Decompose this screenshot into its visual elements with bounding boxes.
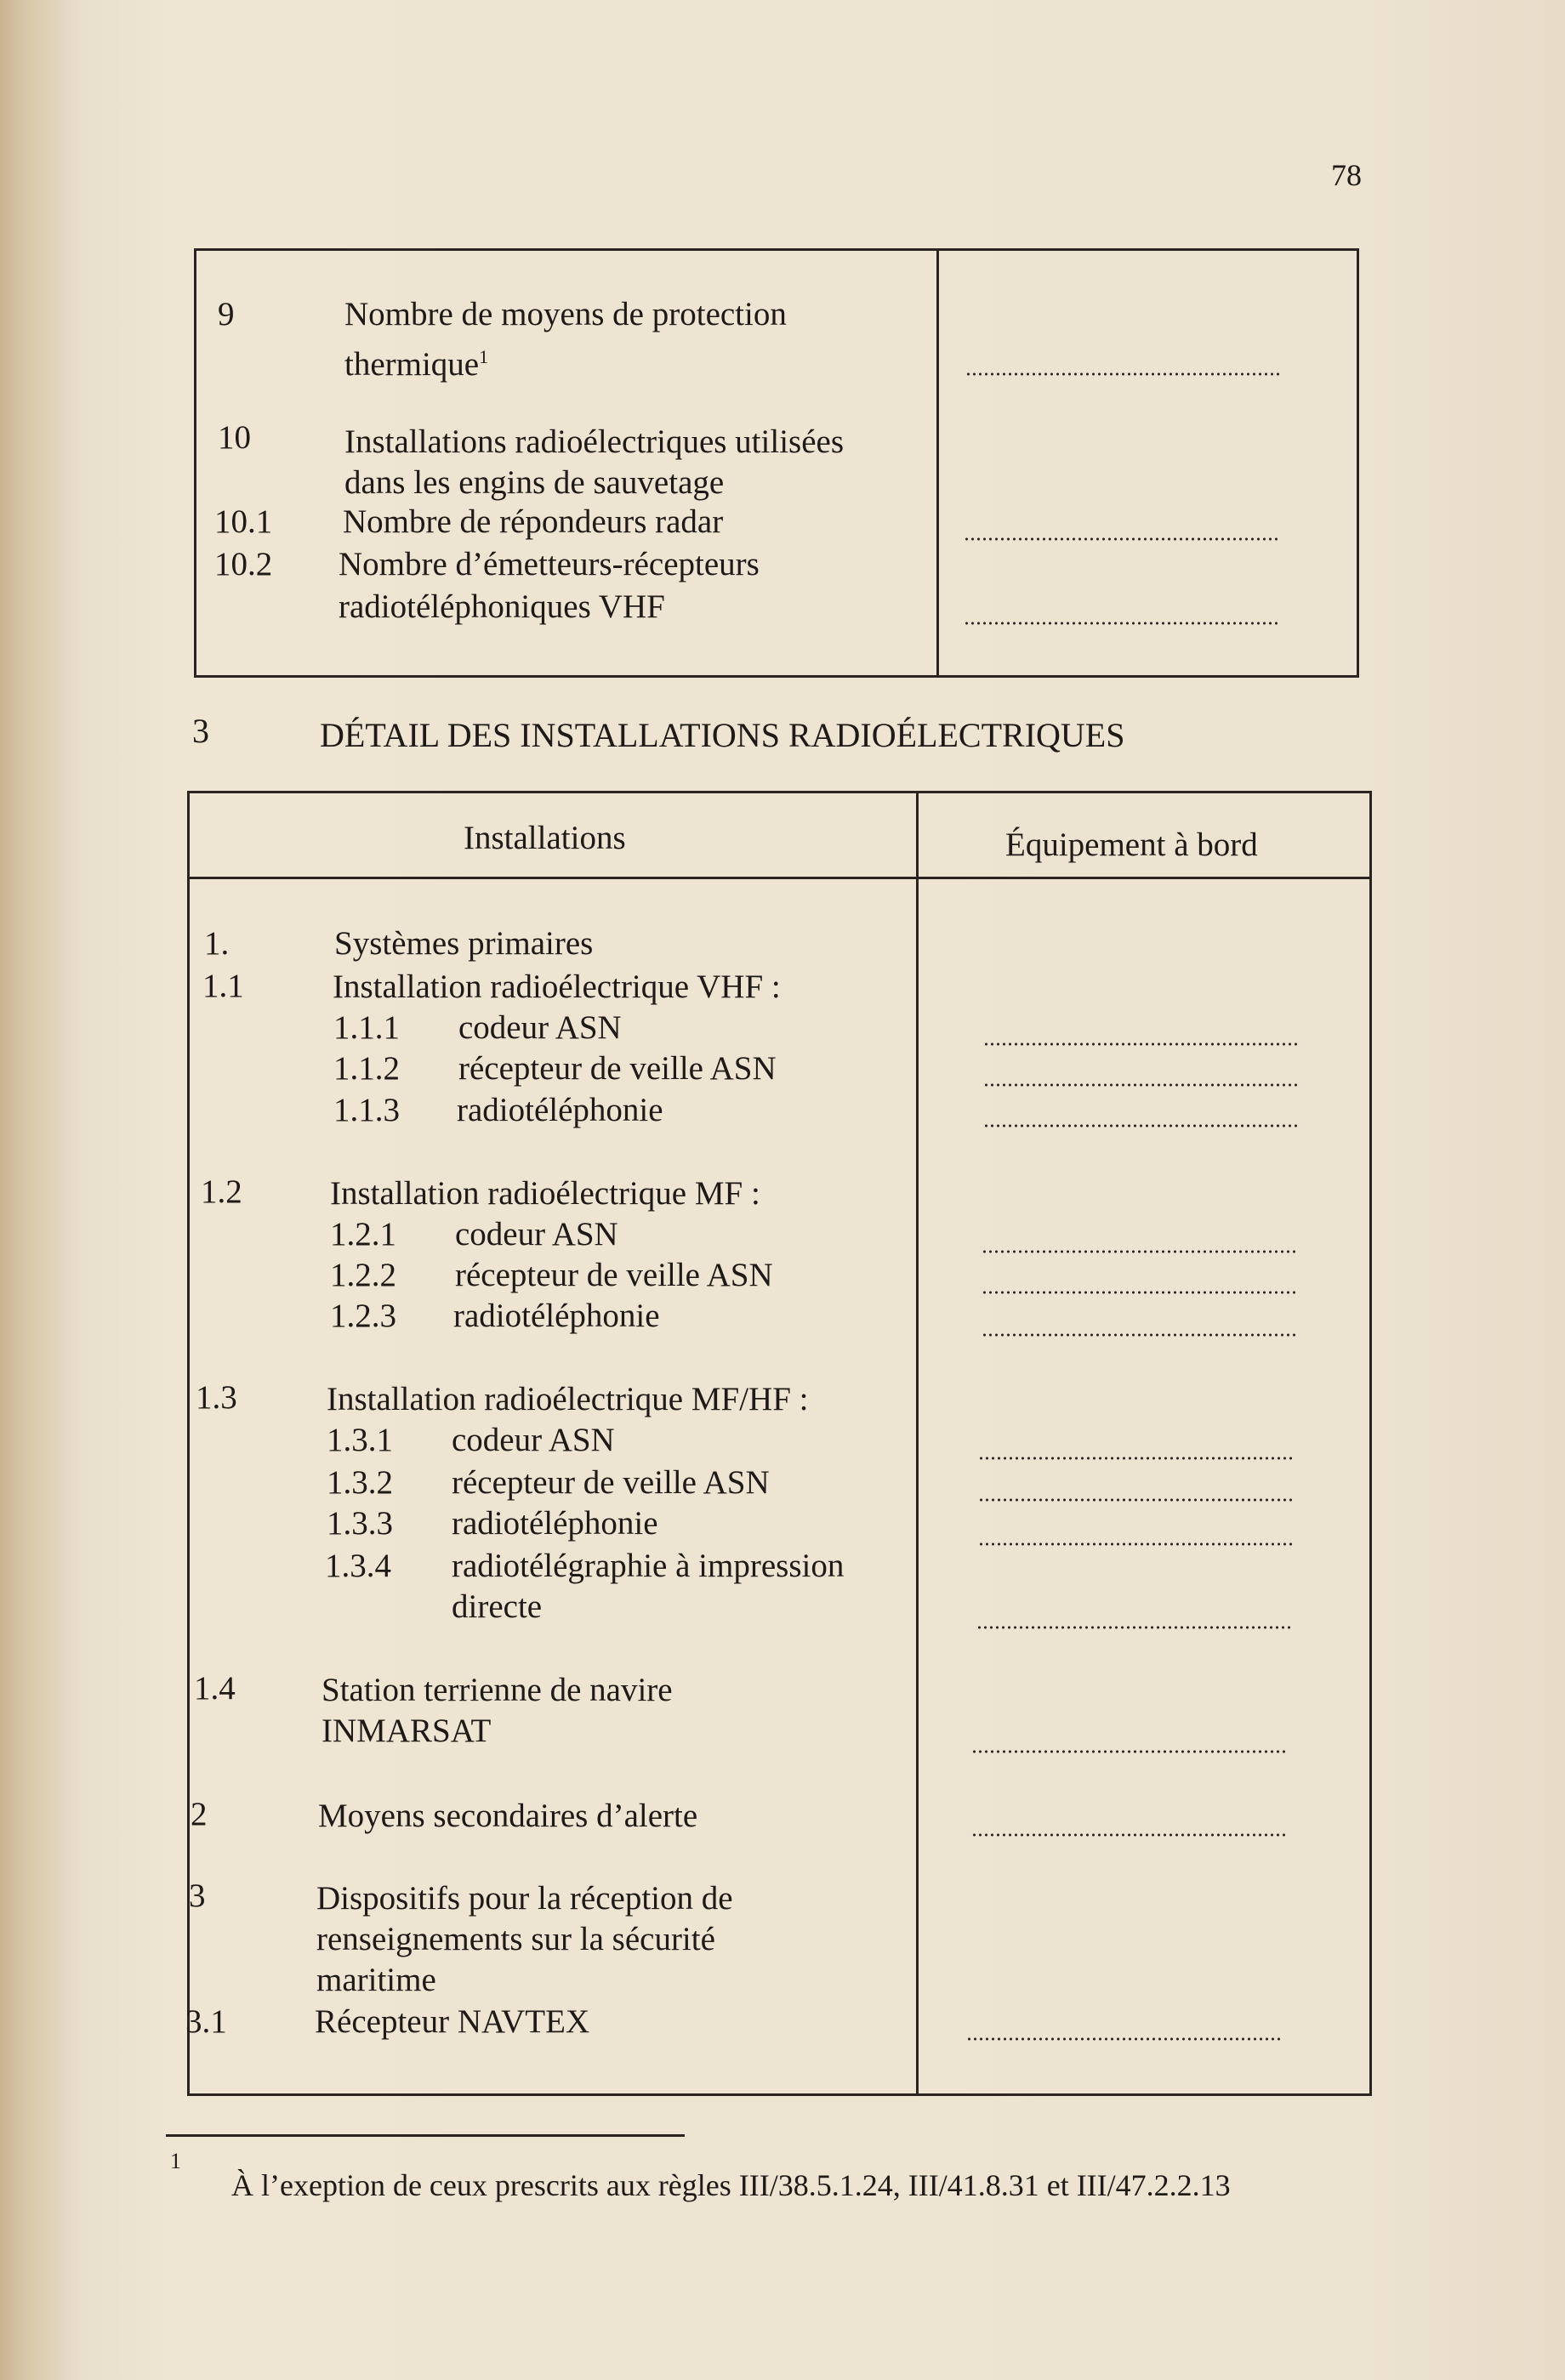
item-number: 1.1.3 bbox=[333, 1092, 400, 1128]
item-text-line2: INMARSAT bbox=[322, 1713, 492, 1749]
dotted-fill-line bbox=[965, 372, 1280, 376]
item-text: récepteur de veille ASN bbox=[458, 1050, 777, 1087]
item-number: 1.3.2 bbox=[327, 1464, 393, 1501]
item-number: 1.3 bbox=[196, 1379, 237, 1416]
footnote-marker: 1 bbox=[170, 2149, 181, 2173]
dotted-fill-line bbox=[978, 1542, 1293, 1546]
item-text: Systèmes primaires bbox=[334, 925, 594, 962]
dotted-fill-line bbox=[978, 1457, 1293, 1460]
item-number: 1.3.1 bbox=[327, 1422, 393, 1458]
dotted-fill-line bbox=[983, 1042, 1298, 1046]
item-9-number: 9 bbox=[218, 296, 235, 332]
item-number: 1.3.3 bbox=[327, 1505, 393, 1542]
dotted-fill-line bbox=[966, 2037, 1281, 2041]
column-header-installations: Installations bbox=[464, 820, 626, 856]
item-text-line3: maritime bbox=[316, 1962, 436, 1998]
item-text: Installation radioélectrique MF : bbox=[330, 1175, 760, 1212]
item-10-text-line2: dans les engins de sauvetage bbox=[344, 464, 725, 501]
footnote-rule bbox=[166, 2134, 685, 2137]
column-header-equipment: Équipement à bord bbox=[1005, 826, 1258, 863]
item-text-line2: renseignements sur la sécurité bbox=[316, 1921, 715, 1957]
item-text: Récepteur NAVTEX bbox=[315, 2003, 590, 2040]
item-10-2-text-line1: Nombre d’émetteurs-récepteurs bbox=[339, 546, 760, 582]
section-number: 3 bbox=[192, 712, 209, 750]
dotted-fill-line bbox=[964, 622, 1278, 625]
item-10-2-text-line2: radiotéléphoniques VHF bbox=[339, 588, 665, 625]
item-9-text-line2: thermique$^1$ bbox=[344, 346, 489, 383]
table-header-divider bbox=[189, 877, 1370, 879]
item-number: 1.3.4 bbox=[325, 1548, 391, 1584]
item-10-1-text: Nombre de répondeurs radar bbox=[343, 503, 724, 540]
section-title: DÉTAIL DES INSTALLATIONS RADIOÉLECTRIQUES bbox=[320, 716, 1125, 754]
item-number: 1.1.1 bbox=[333, 1009, 400, 1046]
item-text: codeur ASN bbox=[458, 1009, 622, 1046]
section1-column-divider bbox=[936, 250, 939, 676]
dotted-fill-line bbox=[983, 1083, 1298, 1087]
item-text: radiotéléphonie bbox=[457, 1092, 663, 1128]
item-text: Installation radioélectrique VHF : bbox=[333, 968, 781, 1005]
item-number: 1.4 bbox=[194, 1670, 236, 1707]
table-column-divider bbox=[916, 792, 919, 2094]
item-number: 1.1 bbox=[202, 968, 244, 1004]
item-number: 2 bbox=[191, 1796, 208, 1832]
dotted-fill-line bbox=[971, 1750, 1286, 1753]
item-10-1-number: 10.1 bbox=[214, 503, 273, 540]
dotted-fill-line bbox=[976, 1626, 1291, 1629]
item-text-line1: Dispositifs pour la réception de bbox=[316, 1880, 733, 1917]
item-10-number: 10 bbox=[218, 419, 251, 456]
item-number: 3.1 bbox=[185, 2003, 227, 2040]
item-text: Moyens secondaires d’alerte bbox=[318, 1798, 698, 1834]
item-number: 1.2.3 bbox=[330, 1298, 396, 1334]
dotted-fill-line bbox=[983, 1124, 1298, 1128]
item-number: 3 bbox=[189, 1877, 206, 1914]
footnote-text: À l’exeption de ceux prescrits aux règles III/38.5.1.24, III/41.8.31 et III/47.2.2.13 bbox=[231, 2168, 1231, 2202]
item-text: récepteur de veille ASN bbox=[452, 1464, 770, 1501]
item-number: 1.2.2 bbox=[330, 1257, 396, 1293]
page-number: 78 bbox=[1331, 158, 1362, 192]
item-text: radiotéléphonie bbox=[453, 1298, 660, 1334]
item-text-line2: directe bbox=[452, 1588, 543, 1625]
dotted-fill-line bbox=[964, 537, 1278, 541]
dotted-fill-line bbox=[982, 1333, 1296, 1337]
item-10-2-number: 10.2 bbox=[214, 546, 273, 582]
book-binding-edge bbox=[0, 0, 60, 2380]
item-text-line1: Station terrienne de navire bbox=[322, 1672, 673, 1708]
item-text-line1: radiotélégraphie à impression bbox=[452, 1548, 845, 1584]
item-10-text-line1: Installations radioélectriques utilisées bbox=[344, 423, 844, 460]
footnote-reference: 1 bbox=[479, 346, 489, 367]
item-text: codeur ASN bbox=[455, 1216, 618, 1252]
item-text: codeur ASN bbox=[452, 1422, 615, 1458]
item-text: récepteur de veille ASN bbox=[455, 1257, 773, 1293]
item-text: radiotéléphonie bbox=[452, 1505, 658, 1542]
dotted-fill-line bbox=[982, 1291, 1296, 1294]
dotted-fill-line bbox=[971, 1833, 1286, 1837]
item-9-text-line1: Nombre de moyens de protection bbox=[344, 296, 787, 332]
item-number: 1. bbox=[204, 925, 230, 962]
item-number: 1.1.2 bbox=[333, 1050, 400, 1087]
item-number: 1.2 bbox=[201, 1173, 242, 1210]
dotted-fill-line bbox=[982, 1250, 1296, 1253]
item-text: Installation radioélectrique MF/HF : bbox=[327, 1381, 809, 1417]
item-number: 1.2.1 bbox=[330, 1216, 396, 1252]
dotted-fill-line bbox=[978, 1498, 1293, 1502]
